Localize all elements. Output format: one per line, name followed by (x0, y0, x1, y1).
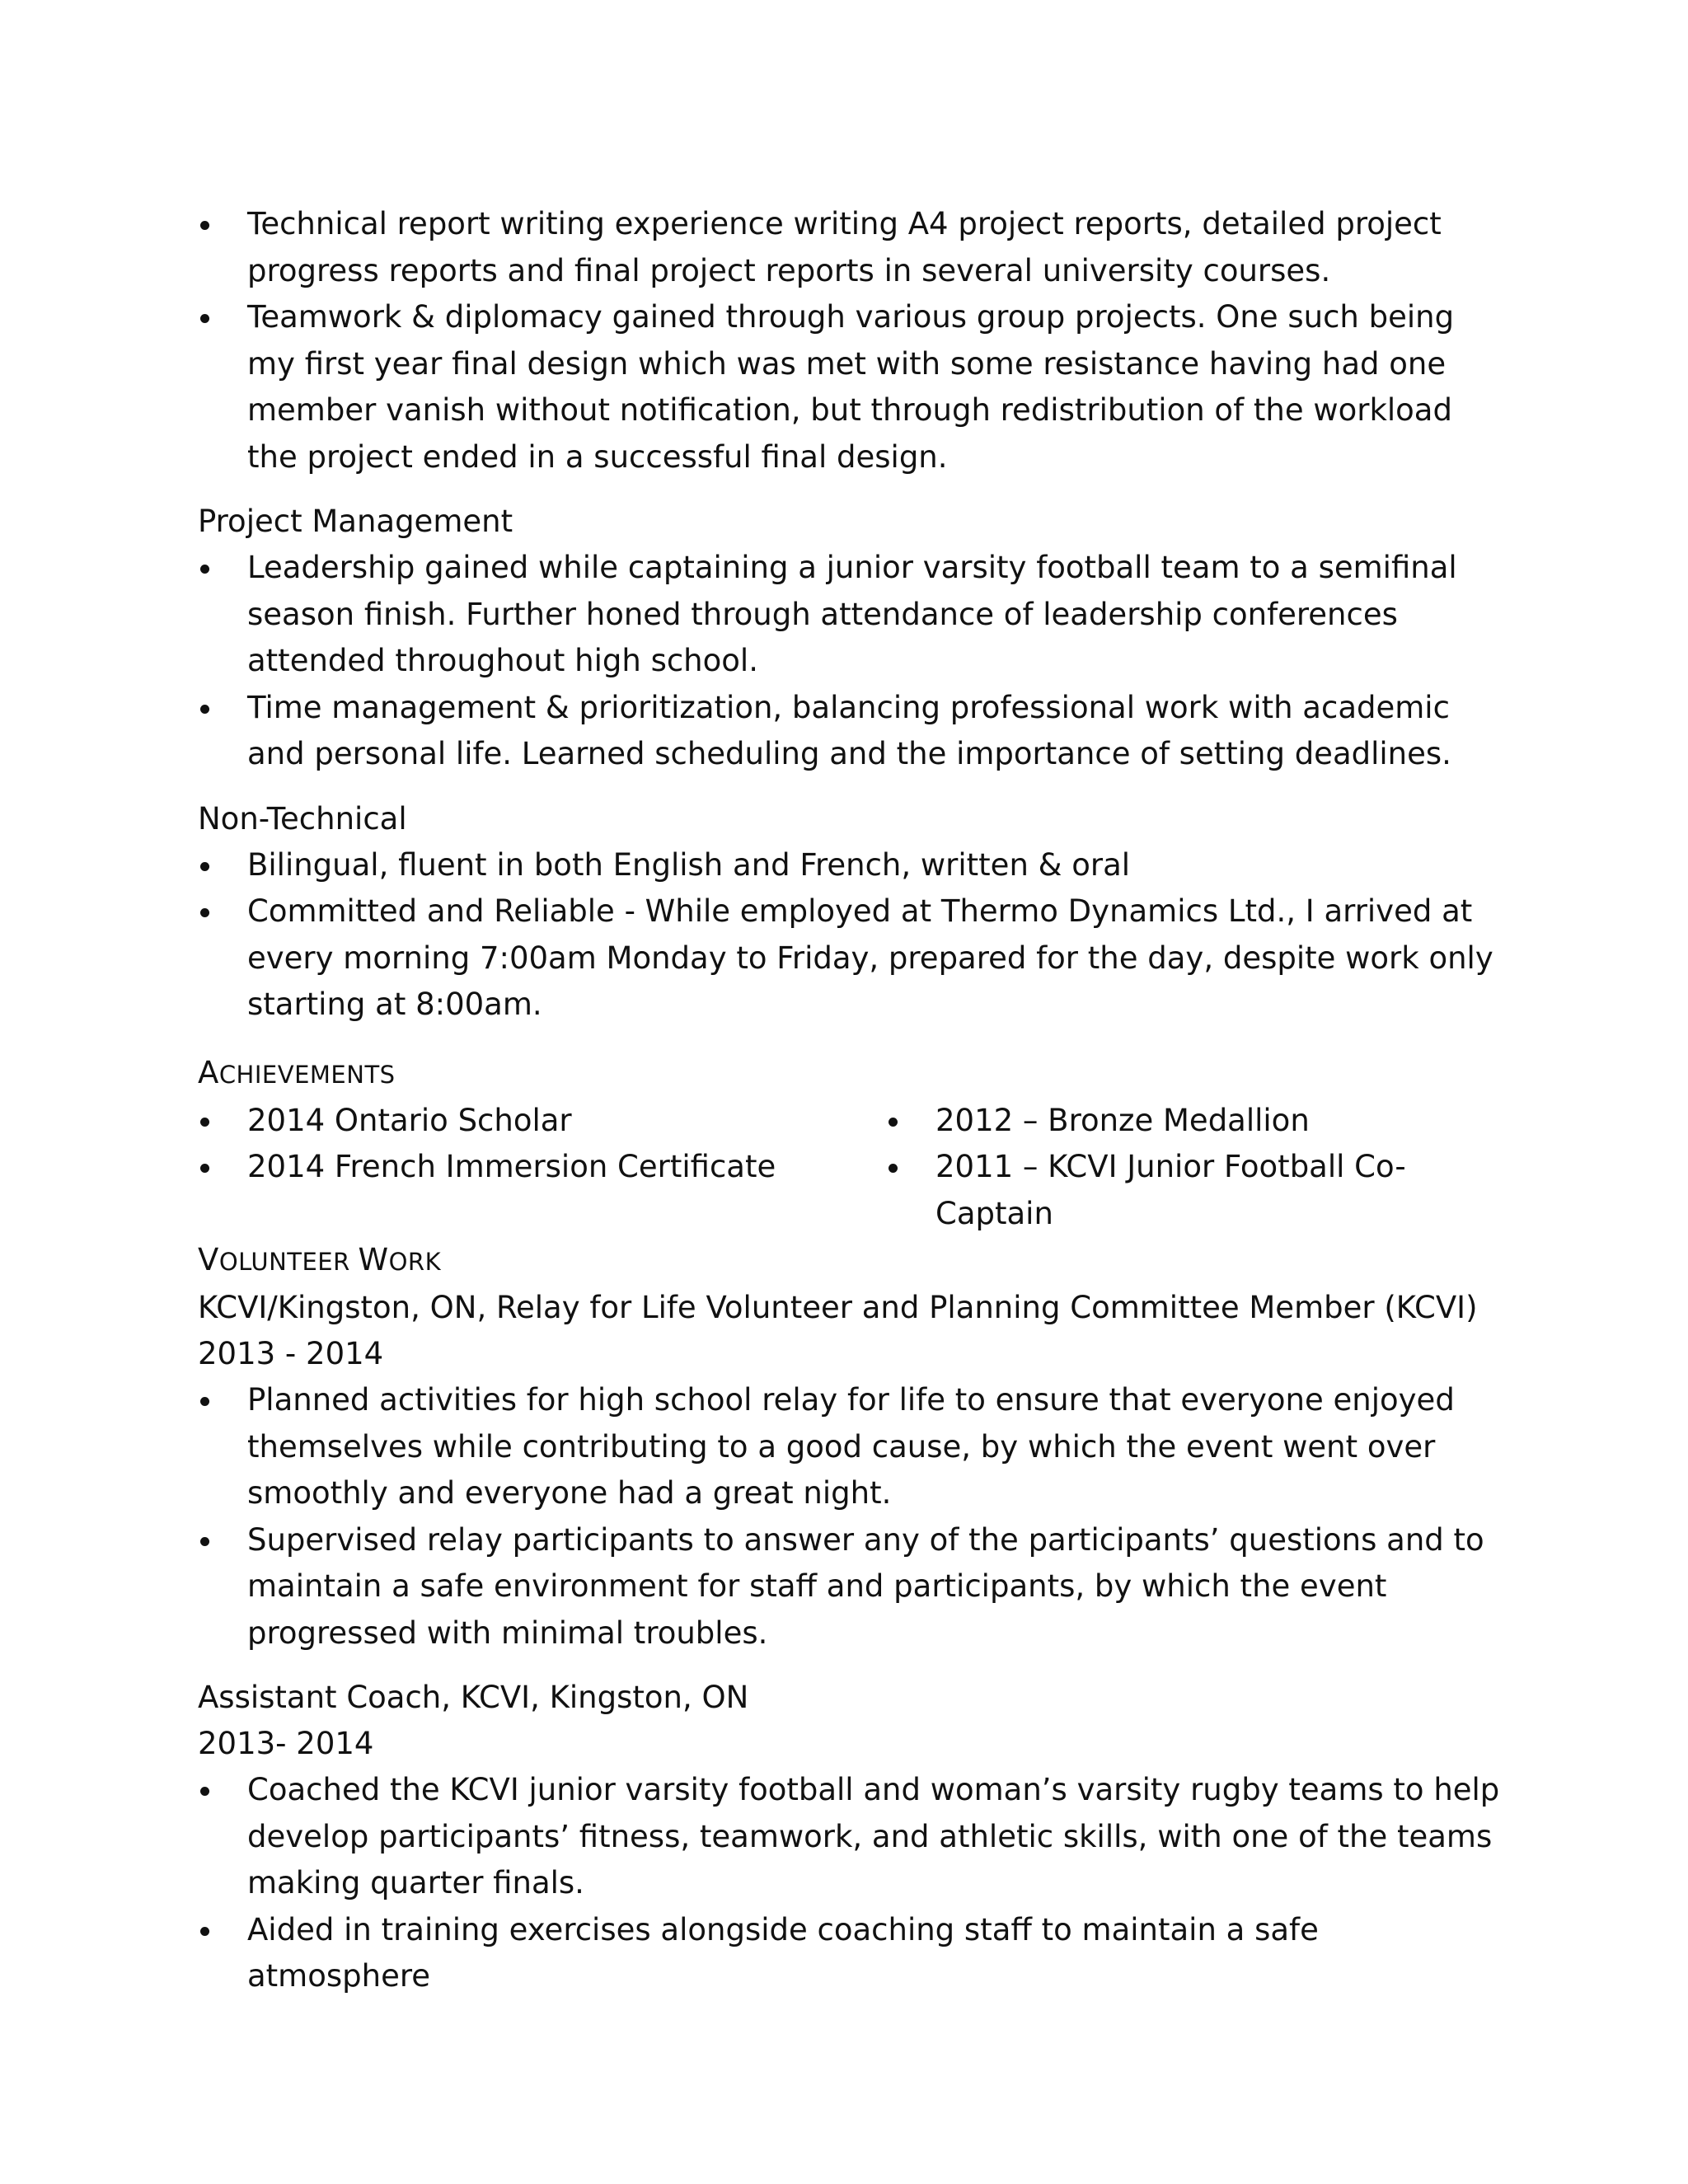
volunteer-work-heading (198, 1237, 1500, 1285)
list-item: Bilingual, fluent in both English and French, written & oral (198, 842, 1500, 889)
list-item: Teamwork & diplomacy gained through various group projects. One such being my first year final design which was met with some resistance having had one member vanish without notification, but through redistribution of the workload the project ended in a successful final design. (198, 294, 1500, 480)
list-item: Committed and Reliable - While employed at Thermo Dynamics Ltd., I arrived at every morning 7:00am Monday to Friday, prepared for the day, despite work only starting at 8:00am. (198, 888, 1500, 1029)
list-item: 2011 – KCVI Junior Football Co-Captain (886, 1144, 1500, 1237)
achievements-columns (198, 1098, 1500, 1238)
role-dates: 2013- 2014 (198, 1726, 374, 1761)
role-dates: 2013 - 2014 (198, 1336, 384, 1371)
resume-page (198, 201, 1500, 2000)
role-title: Assistant Coach, KCVI, Kingston, ON (198, 1680, 749, 1715)
list-item: Supervised relay participants to answer any of the participants’ questions and to maintain a safe environment for staff and participants, by which the event progressed with minimal troubles. (198, 1517, 1500, 1657)
non-technical-list (198, 842, 1500, 1029)
list-item: Planned activities for high school relay for life to ensure that everyone enjoyed themselves while contributing to a good cause, by which the event went over smoothly and everyone had a great night. (198, 1377, 1500, 1517)
skills-list (198, 201, 1500, 480)
role-duties-list (198, 1377, 1500, 1657)
heading-initial: V (198, 1242, 219, 1277)
role-duties-list (198, 1767, 1500, 2000)
list-item: 2014 French Immersion Certificate (198, 1144, 886, 1191)
heading-initial: W (358, 1242, 389, 1277)
list-item: 2012 – Bronze Medallion (886, 1098, 1500, 1145)
list-item: 2014 Ontario Scholar (198, 1098, 886, 1145)
role-title: KCVI/Kingston, ON, Relay for Life Volunteer and Planning Committee Member (KCVI) (198, 1290, 1478, 1325)
heading-rest: ORK (388, 1248, 442, 1276)
non-technical-heading: Non-Technical (198, 800, 407, 837)
project-management-heading: Project Management (198, 504, 513, 539)
achievements-heading (198, 1050, 1500, 1098)
heading-initial: A (198, 1054, 219, 1090)
list-item: Aided in training exercises alongside coaching staff to maintain a safe atmosphere (198, 1907, 1500, 2000)
list-item: Technical report writing experience writing A4 project reports, detailed project progress reports and final project reports in several university courses. (198, 201, 1500, 294)
achievements-right-column (886, 1098, 1500, 1238)
list-item: Leadership gained while captaining a junior varsity football team to a semifinal season finish. Further honed through attendance of leadership conferences attended throughout high school. (198, 545, 1500, 685)
list-item: Coached the KCVI junior varsity football and woman’s varsity rugby teams to help develop participants’ fitness, teamwork, and athletic skills, with one of the teams making quarter finals. (198, 1767, 1500, 1907)
heading-rest: CHIEVEMENTS (218, 1060, 396, 1089)
list-item: Time management & prioritization, balancing professional work with academic and personal life. Learned scheduling and the importance of setting deadlines. (198, 685, 1500, 778)
heading-rest: OLUNTEER (218, 1248, 359, 1276)
achievements-left-column (198, 1098, 886, 1238)
project-management-list (198, 545, 1500, 778)
